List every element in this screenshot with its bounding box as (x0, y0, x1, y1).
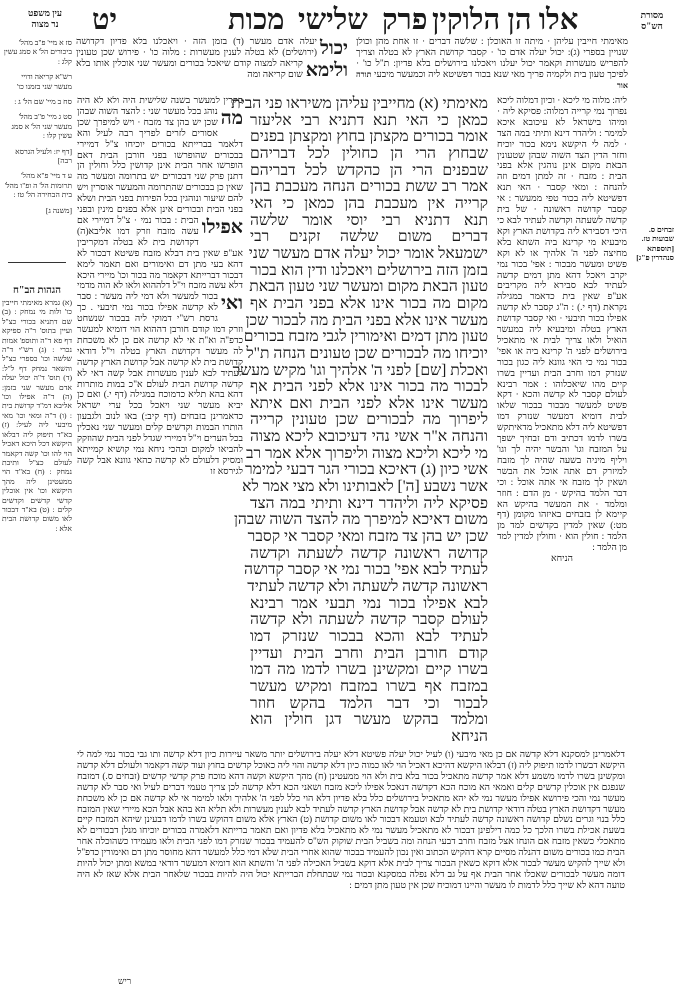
gemara-line: דברים משום שלשה זקנים רבי (250, 228, 488, 246)
gemara-line: והנחה א"ר אשי נהי דעיכובא ליכא מצוה (250, 428, 488, 446)
gemara-line: פסיקא ליה וליהדר דינא ותיתי במה הצד (250, 494, 488, 512)
dibur-hamatchil: ולימא (305, 60, 348, 81)
masoret-note: [תוספתא (646, 243, 674, 253)
gemara-line: קודם חורבן הבית וחרב הבית ועדיין (250, 644, 488, 662)
gemara-line: קדושה ראשונה קדשה לשעתה וקדשה (250, 544, 488, 562)
gemara-line: מעשר אינו אלא לפני הבית ואם איתא (250, 394, 488, 412)
ein-mishpat-note: [דף יז: ולעיל הגרסא רבה] (15, 146, 72, 166)
perek-label: פרק (382, 4, 428, 36)
gemara-line: לעתיד לבא והכא בבכור שנזרק דמו (250, 628, 488, 645)
perek-number: שלישי (298, 4, 368, 36)
daf-number: יט (92, 4, 118, 36)
gemara-line: הניחא (451, 727, 488, 745)
chapter-title: אלו הן הלוקין (432, 4, 579, 36)
gemara-line: מקום מה בכור אינו אלא בפני הבית אף (250, 294, 488, 312)
masoret-label: מסורת (640, 10, 664, 20)
ner-mitzvah-label: נר מצוה (31, 19, 59, 29)
masoret-notes (632, 225, 674, 263)
ein-mishpat-note: ע ד מיי' פ"א מהל' תרומות הל' ה ופ"ו מהל' בית הבחירה הל' טז : (4, 171, 72, 200)
hagahot-text: (א) גמרא מאימתי חייבין כו' ולות מי נמחק : (ב) שם דתניא בכורי כצ"ל ועיין בתוס' ר"ה ספיקא דף פא ד"ה ותוספ' אמות נכרי : (ג) רש"י ד"ה שלשה וכו' בספרי כצ"ל והשאר נמחק דף ל"ל: (ד) תוס' ד"ה יכול יעלה אדם מעשר שני בזמן: (ה) ד"ה אפילו וכו' אליבא דמ"ד קדושת בית : (ו) ד"ה ומאי וכו' מאי מיבעי ליה לעיל: (ז) בא"ד תיפוק ליה דבלאו היקשא דכל היכא דאכיל הוי להו וכו' קשה דקאמר לעולם כצ"ל ותיבת נמחק : (ח) בא"ד הוי ממעטינן ליה מהך היקשא וכו' אין אוכלין קדשי קדשים וקדשים קלים : (ט) בא"ד דבכור לאו משום קדושת הבית אלא : (2, 298, 72, 533)
tosafot-text: מלוה כו' · פירוש שכן טעונין קריאה למצוה קודם שיאכל בכורים ומעשר שני אוכלין אותו בלא שום קריאה ומה (76, 47, 303, 80)
gemara-line: כמאן כי האי תנא דתניא רבי אליעזר (250, 111, 488, 129)
gemara-line: בשרו קיים ומקשינן בשרו לדמו מה דמו (250, 661, 488, 679)
gemara-line: מעשר אינו אלא בפני הבית מה לבכור שכן (245, 311, 488, 329)
rashi-top (356, 37, 628, 93)
gemara-line: טעון הבאת מקום ומעשר שני טעון הבאת (249, 278, 488, 296)
gemara-text (231, 95, 488, 746)
bottom-commentary (77, 750, 625, 975)
dibur-hamatchil: מה (220, 107, 243, 129)
dibur-hamatchil: ואי (220, 293, 243, 315)
rashi-catch: הניחא (551, 554, 573, 565)
masoret-note: סנהדרין פ"ג] (636, 253, 674, 263)
commentary-text: דלאמרינן למסקנא דלא קדשה אם כן מאי מיבעי (ו) לעיל יכול יעלה פשיטא דלא יעלה בירושלים יותר משאר עיירות כיון דלא קדשה ותו גבי בכור נמי למה לי היקשא דבשרו לדמו תיפוק ליה (ז) דבלאו היקשא דהיכא דאכיל הוי לאו כמוה כיון דלא קדשה והוי ליה כאוכל קדשים בחוץ ועוד קשה דקאמר ולעולם דלא קדשה ומקשינן בשרו לדמו משמע דלא אמר קדשה מתאכיל בכור בלא בית ולא הוי ממעטינן (ח) מהך היקשא וקשה דהא מוכח פרק קדשי קדשים (זבחים ס.) דמזבח שנפגם אין אוכלין קדשים קלים ואמאי הא מוכח הכא דקדשה דנאכל אפילו ליכא מזבח ושאני הכא דלא קדשה לכן צריך טעמי דברים לעיל ואי סבר לא קדשה מעשר נמי והכי פירושא אפילו מעשר נמי לא יהא מתאכיל בירושלים כלל בלא פדיון דלא הוי כלל לפני ה' אלהיך ולאו למימר אי לא קדשה אם כן לא משכחת מעשר דקדושת הארץ בטלה דודאי קדושת בית לא קדשה אבל קדושת הארץ קדשה לעתיד לבא לענין מעשרות ולא תליא הא בהא אבל הכא מיירי שאין המזבח כלל בנוי וגרים נשלם קדושה ראשונה קדשה לעתיד לבא וטעמא דבכור לאו משום קדושת (ט) הארץ אלא משום דהוקש בשרו לדמו דבעינן שיהא המזבח קיים בשעת אכילת בשרו הלכך כל כמה דילפינן דבכור לא מתאכיל מעשר נמי לא מתאכיל בלא פדיון ואם תאמר ברייתא דלאמרה בכורים יוכיחו מנלן דבכורים לא מתאכלי כשאין מזבח אם הונחו אצל מזבח וחרב דבעי הנחה ומה בשביל הבית שוקוק הש"ס להעמיד בבכור שנזרק דמו לפני הבית ולאו מעמידו כשהוכלה אחר הבית כמו בכורים משום דהנלה מסיים קרא דהקיש הכתוב ואין נכון להעמיד בבכור שהוא אחרי הבית שלא דמי כלל למעשר דהא מחוסר מתן דם ואימורין כדפ"ל ולא שייך להקיש מעשר לבכור אלא דוקא כשאין הבכור צריך לבית אלא דוקא בשביל האכילה לפני ה' והשתא הוא דומיא דמעשר דודאי במשא ומתן יכול להיות דומה מעשר לבכורים שאכלו אחר הבית אף על גב דלא נפלה במסקנא ובכור נמי שבתחלת הברייתא יכול היה להיות בבכור שלאחר הבית אלא שאז לא היה טועה דהא לא שייך כלל לדמות לו מעשר והיינו דמוכיח שכן אין טעון מתן דמים : (77, 750, 625, 891)
catchword: ריש (118, 976, 132, 986)
hagahot-title: הגהות הב"ח (12, 285, 61, 296)
gemara-line: לבכור וכי דבר הלמד בהקש חוזר (250, 694, 488, 712)
gemara-line: לעולם קסבר קדשה לשעתה ולא קדשה (250, 611, 488, 629)
ornament-divider (8, 262, 66, 263)
dibur-hamatchil: יכול (319, 38, 348, 59)
masoret-note: זבחים ס. (648, 225, 674, 234)
gemara-line: טעון מתן דמים ואימורין לגבי מזבח בכורים (243, 328, 488, 346)
dibur-hamatchil: אפילו (201, 216, 243, 238)
gemara-line: במזבח אף בשרו במזבח ומקיש מעשר (250, 677, 488, 695)
ein-mishpat-notes (2, 38, 72, 221)
gemara-line: ומלמד בהקש מעשר דגן חולין הוא (250, 711, 488, 729)
gemara-line: שכן יש בהן צד מזבח ומאי קסבר אי קסבר (247, 528, 488, 546)
gemara-line: תנא דתניא רבי יוסי אומר שלשה (250, 211, 488, 229)
ein-mishpat-note: [משנה ג] (45, 205, 72, 215)
gemara-line: קרייה אין מעכבת בהן כמאן כי האי (250, 194, 488, 212)
gemara-line: שבפנים הרי הן כהקדש לכל דבריהם (250, 161, 488, 179)
tosafot-column (77, 96, 243, 746)
tractate-name: מכות (228, 4, 285, 36)
masoret-hashas-heading (632, 10, 672, 32)
tosafot-text: סקרין למעשר בשנה שלישית היה ולא לא היה נוהג בכל מעשר שני : (77, 96, 243, 117)
gemara-line: ליפרוך מה לבכורים שכן טעונין קרייה (250, 411, 488, 429)
gemara-line: לבכור מה בכור אינו אלא לפני הבית אף (250, 378, 488, 396)
rashi-column (497, 96, 627, 746)
rashi-text: מאימתי חייבין עליהן · מיתה זו האוכלן : שלשה דברים · זו אחת מהן וכולן שנויין בספרי (ג): יכול יעלה אדם כו' · קסבר קדושת הארץ לא בטלה וצריך להפריש מעשרות וקאמר יכול יעלנו ויאכלנו בירושלים בלא פדיון: ת"ל כו' · לפיכך טעון בית ולקמיה פריך מאי שנא בכור דפשיטא ליה וכמעשר מיבעי (356, 37, 628, 80)
ein-mishpat-note: סז א מיי' פ"ב מהל' ביכורים הל' א סמג עשין קלג : (3, 38, 72, 66)
torah-or-label: תורה אור (356, 69, 628, 90)
ein-mishpat-note: סח ב מיי' שם הל' ג : (14, 97, 72, 107)
gemara-line: יוכיחו מה לבכורים שכן טעונים הנחה ת"ל (246, 344, 488, 362)
gemara-line: בזמן הזה בירושלים ויאכלנו ודין הוא בכור (250, 261, 488, 279)
gemara-line: לעתיד לבא אפי' בכור נמי אי קסבר קדושה (244, 561, 488, 579)
gemara-line: ראשונה קדשה לשעתה ולא קדשה לעתיד (247, 578, 488, 596)
gemara-line: לבא אפילו בכור נמי תבעי אמר רבינא (250, 594, 488, 612)
hashas-label: הש"ס (641, 21, 663, 31)
gemara-line: ואכלת [שם] לפני ה' אלהיך וגו' מקיש מעשר (232, 361, 488, 379)
gemara-line: אומר בכורים מקצתן בחוץ ומקצתן בפנים (250, 128, 488, 146)
ein-mishpat-heading (18, 8, 72, 30)
gemara-line: אשר נשבע [ה'] לאבותינו ולא מצי אמר לא (242, 478, 488, 496)
gemara-line: משום דאיכא למיפרך מה להצד השוה שבהן (233, 511, 488, 529)
rashi-text: ליה: מלוה מי ליכא · וכיון דמלוה ליכא נפרוך נמי קרייה דמלוה: פסיקא ליה · ומיהו בישראל לא עיכובא איכא למימר : וליהדר דינא ותיתי במה הצד · למה לי היקשא נימא בכור יוכיח וחזר הדין הצד השוה שבהן שטעונין הבאת מקום אינן נוהגין אלא בפני הבית : מזבח · זה למתן דמים וזה להנחה : ומאי קסבר · האי תנא דפשיטא ליה בכור טפי ממעשר : אי קסבר קדושה ראשונה · של בית קדשה לשעתה וקדשה לעתיד לבא כי היכי דסבירא ליה בקדושת הארץ וקא מיבעיא מי קרינא ביה השתא בלא מחיצה לפני ה' אלהיך או לא וקא פשיט ומעשר מבכור : אפי' בכור נמי יקרב ויאכל דהא מתן דמים קדשה לעתיד לבא סבירא ליה מקריבים אע"פ שאין בית כדאמר במגילה נקראת (דף י.) : ה"ג קסבר לא קדשה אפילו בכור תיבעי · ואי קסבר קדושת הארץ בטלה ומיבעיא ליה במעשר הואיל ולאו צריך לבית אי מתאכיל בירושלים לפני ה' קרינא ביה או אפי' בכור נמי כי האי גוונא ליה כגון בכור שנזרק דמו וחרב הבית ועדיין בשרו קיים מהו שיאכלוהו : אמר רבינא לעולם קסבר לא קדשה והכא · דקא פשיט למעשר מבכור בבכור שלאו לבית דומיא דמעשר שנזרק דמו דפשיטא ליה דלא מתאכיל מדאיתקש בשרו לדמו דכתיב ודם זבחיך ישפך על המזבח וגו' והבשר יהיה לך וגו' ויליף מיניה בשעה שהיה לך מזבח למיזרק דם אתה אוכל את הבשר ושאין לך מזבח אי אתה אוכל : וכי דבר הלמד בהיקש · מן הדם : חוזר ומלמד · את המעשר בהיקש הא קיימא לן בזבחים באיזהו מקומן (דף מט:) שאין למדין בקדשים למד מן הלמד : חולין הוא · וחולין למדין למד מן הלמד : (497, 96, 627, 554)
ein-mishpat-note: סט ג מיי' פ"ב מהל' מעשר שני הל' א סמג עשין קלו : (11, 112, 72, 141)
ein-mishpat-label: עין משפט (27, 8, 63, 18)
ein-mishpat-note: רש"א קריאה ודויי מעשר שני בזמנו כו' (16, 72, 72, 91)
masoret-note: שבועות טז. (641, 234, 674, 244)
gemara-line: אמר רב ששת בכורים הנחה מעכבת בהן (250, 178, 488, 196)
tosafot-text: בכור נמי · צ"ל דמיירי אם עשה מזבח וזרק דמו אליבא(ה) דקדושת בית לא בטלה דמקריבין אע"פ שאין בית דבלא מזבח פשיטא דבכור לא דהא בעי מתן דם ואימורים ואם תאמר לימא דבכור דברייתא דקאמר מה בכור וכו' מיירי היכא דלא עשה מזבח וי"ל דלההוא ולאו לא הוה מדמי בכור למעשר ולא דמי ליה מעשר : (77, 215, 243, 303)
gemara-line: מאימתי (א) מחייבין עליהן משיראו פני הבית (231, 95, 488, 112)
tosafot-text: יעלה אדם מעשר (ד) בזמן הזה · ויאכלנו בלא פדיון דקדושה (ירושלים) לא בטלה לענין מעשרות : (76, 37, 317, 58)
gemara-line: ישמעאל אומר יכול יעלה אדם מעשר שני (248, 244, 488, 262)
tosafot-top (76, 37, 348, 95)
tosafot-text: סבר לא קדשה אפילו בכור נמי תיבעי . כך גרסת רש"י דמוקי ליה בבכור שנשחט וזרק דמו קודם חורבן דההוא הוי דומיא למעשר כדפ"ה וא"ת אי לא קדשה אם כן לא משכחת לה מעשר דקדושת הארץ בטלה וי"ל דודאי קדושת בית לא קדשה אבל קדושת הארץ קדשה לעתיד לבא לענין מעשרות אבל קשה דאי לא קדשה קדושת הבית לעולם א"כ במות מותרות דהא בהא תליא כדמוכח במגילה (דף י.) ואם כן יביא מעשר שני ויאכל בכל ערי ישראל כדאמרינן בזבחים (דף קיב:) באו לנוב ולגבעון הותרו הבמות וקדשים קלים ומעשר שני נאכלין בכל הערים וי"ל דמיירי שגדל לפני הבית שהוזקק להביאו למקום ובהכי ניחא נמי קושיא קמייתא ומסיק דלעולם לא קדשה כהאי גוונא אבל קשה לגירסא זו (77, 292, 243, 477)
gemara-line: מי ליכא וליכא מצוה וליפרוך אלא אמר רב (245, 444, 488, 462)
gemara-line: שבחוץ הרי הן כחולין לכל דבריהם (250, 144, 488, 162)
tosafot-text: להצד השוה שבהן שכן יש בהן צד מזבח · ויש למיפרך שכן אסורים לזרים לפריך רבה לעיל והא דלאמר בברייתא בכורים יוכיחו צ"ל דמיירי בבכורים שהופרשו בפני חורבן הבית דאם הופרשו אחר הבית אינן קדושין כלל וחולין הן דתנן פרק שני דבכורים יש בתרומה ומעשר מה שאין כן בבכורים שהתרומה והמעשר אוסרין ויש להם שיעור ונוהגין בכל הפירות בפני הבית ושלא בפני הבית ובכורים אינן אלא בפנים מינין ובפני הבית : (77, 106, 243, 226)
gemara-line: אשי כיון (ג) דאיכא בכורי הגר דבעי למימר (244, 461, 488, 479)
